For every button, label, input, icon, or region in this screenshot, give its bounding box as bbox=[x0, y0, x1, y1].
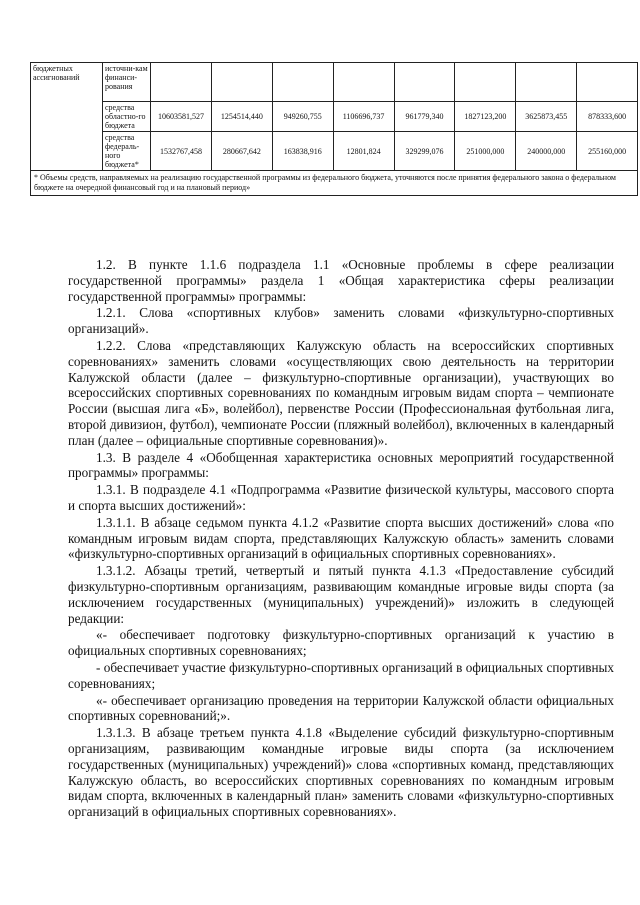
table-cell: 163838,916 bbox=[272, 132, 333, 171]
table-cell: 949260,755 bbox=[272, 102, 333, 132]
table-row bbox=[31, 171, 638, 196]
paragraph: «- обеспечивает подготовку физкультурно-спортивных организаций к участию в официальных спортивных соревнованиях; bbox=[68, 627, 614, 659]
table-cell: 12801,824 bbox=[333, 132, 394, 171]
table-cell: средства областно-го бюджета bbox=[103, 102, 151, 132]
table-row bbox=[31, 102, 638, 132]
table-cell: 1532767,458 bbox=[151, 132, 212, 171]
paragraph: 1.3.1.1. В абзаце седьмом пункта 4.1.2 «Развитие спорта высших достижений» слова «по командным игровым видам спорта, представляющих Калужскую область» заменить словами «физкультурно-спортивных организаций в официальных спортивных соревнованиях». bbox=[68, 514, 614, 562]
paragraph: - обеспечивает участие физкультурно-спортивных организаций в официальных спортивных соревнованиях; bbox=[68, 659, 614, 691]
table-cell: 255160,000 bbox=[577, 132, 638, 171]
financing-table bbox=[30, 62, 638, 196]
paragraph: «- обеспечивает организацию проведения на территории Калужской области официальных спортивных соревнований;». bbox=[68, 692, 614, 724]
paragraph: 1.3.1.2. Абзацы третий, четвертый и пятый пункта 4.1.3 «Предоставление субсидий физкультурно-спортивным организациям, развивающим командные игровые виды спорта (за исключением государственных (муниципальных) учреждений)» изложить в следующей редакции: bbox=[68, 563, 614, 626]
table-row bbox=[31, 63, 638, 102]
table-cell: 240000,000 bbox=[516, 132, 577, 171]
table-row-label: бюджетных ассигнований bbox=[31, 63, 103, 171]
table-footnote: * Объемы средств, направляемых на реализацию государственной программы из федерального бюджета, уточняются после принятия федерального закона о федеральном бюджете на очередной финансовый год и на плановый период» bbox=[31, 171, 638, 196]
table-cell: 1254514,440 bbox=[211, 102, 272, 132]
paragraph: 1.3.1. В подразделе 4.1 «Подпрограмма «Развитие физической культуры, массового спорта и спорта высших достижений»: bbox=[68, 482, 614, 513]
paragraph: 1.3. В разделе 4 «Обобщенная характеристика основных мероприятий государственной программы» программы: bbox=[68, 449, 614, 481]
table-cell: средства федераль-ного бюджета* bbox=[103, 132, 151, 171]
paragraph: 1.2.2. Слова «представляющих Калужскую область на всероссийских спортивных соревнованиях» заменить словами «осуществляющих свою деятельность на территории Калужской области (далее – физкультурно-спортивные организации), участвующих во всероссийских спортивных соревнованиях по командным игровым видам спорта – чемпионате России (высшая лига «Б», волейбол), первенстве России (Профессиональная футбольная лига, второй дивизион, футбол), чемпионате России (пляжный волейбол), включенных в календарный план (далее – официальные спортивные соревнования)». bbox=[68, 337, 614, 448]
paragraph: 1.2. В пункте 1.1.6 подраздела 1.1 «Основные проблемы в сфере реализации государственной программы» раздела 1 «Общая характеристика сферы реализации государственной программы» программы: bbox=[68, 257, 614, 304]
table-row bbox=[31, 132, 638, 171]
table-cell: 10603581,527 bbox=[151, 102, 212, 132]
table-cell: 251000,000 bbox=[455, 132, 516, 171]
paragraph: 1.3.1.3. В абзаце третьем пункта 4.1.8 «Выделение субсидий физкультурно-спортивным организациям, развивающим командные игровые виды спорта (за исключением государственных (муниципальных) учреждений)» слова «спортивных команд, представляющих Калужскую область, во всероссийских спортивных соревнованиях по командным игровым видам спорта, включенных в календарный план» заменить словами «физкультурно-спортивных организаций в официальных спортивных соревнованиях». bbox=[68, 725, 614, 820]
table-cell: 1827123,200 bbox=[455, 102, 516, 132]
table-cell: 280667,642 bbox=[211, 132, 272, 171]
table-cell: 878333,600 bbox=[577, 102, 638, 132]
table-header-cell: источни-кам финанси-рования bbox=[103, 63, 151, 102]
paragraph: 1.2.1. Слова «спортивных клубов» заменить словами «физкультурно-спортивных организаций». bbox=[68, 305, 614, 337]
document-body bbox=[68, 257, 614, 820]
table-cell: 961779,340 bbox=[394, 102, 455, 132]
table-cell: 1106696,737 bbox=[333, 102, 394, 132]
table-cell: 329299,076 bbox=[394, 132, 455, 171]
table-cell: 3625873,455 bbox=[516, 102, 577, 132]
